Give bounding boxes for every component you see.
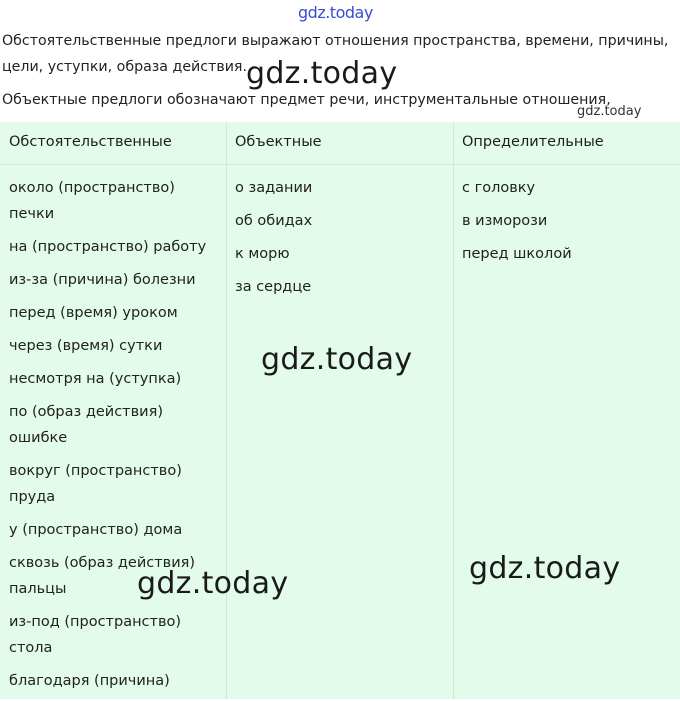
list-item: об обидах [235,213,313,229]
watermark-inline: gdz.today [246,56,398,91]
watermark-top: gdz.today [298,3,373,22]
prepositions-table [0,122,680,699]
column-object [235,175,445,307]
column-circumstantial [9,175,219,701]
watermark-bottom-left: gdz.today [137,566,289,601]
list-item: перед школой [462,246,572,262]
list-item: у (пространство) дома [9,522,183,538]
list-item: о задании [235,180,313,196]
list-item: в изморози [462,213,548,229]
list-item: сквозь (образ действия) пальцы [9,555,196,597]
list-item: перед (время) уроком [9,305,178,321]
list-item: несмотря на (уступка) [9,371,182,387]
list-item: около (пространство) печки [9,180,175,222]
list-item: на (пространство) работу [9,239,207,255]
watermark-center: gdz.today [261,342,413,377]
list-item: из-под (пространство) стола [9,614,182,656]
column-divider [453,122,454,699]
watermark-small: gdz.today [577,104,642,119]
paragraph-circumstantial: Обстоятельственные предлоги выражают отношения пространства, времени, причины, цели, уступки, образа действия. [2,33,669,75]
watermark-bottom-right: gdz.today [469,551,621,586]
list-item: благодаря (причина) [9,673,170,689]
list-item: через (время) сутки [9,338,163,354]
list-item: к морю [235,246,290,262]
paragraph-object: Объектные предлоги обозначают предмет речи, инструментальные отношения, [2,92,611,108]
list-item: за сердце [235,279,312,295]
header-circumstantial: Обстоятельственные [9,134,172,150]
list-item: из-за (причина) болезни [9,272,196,288]
header-attributive: Определительные [462,134,604,150]
column-attributive [462,175,672,274]
table-header [0,122,680,165]
column-divider [226,122,227,699]
list-item: с головку [462,180,536,196]
header-object: Объектные [235,134,322,150]
list-item: по (образ действия) ошибке [9,404,163,446]
list-item: вокруг (пространство) пруда [9,463,182,505]
